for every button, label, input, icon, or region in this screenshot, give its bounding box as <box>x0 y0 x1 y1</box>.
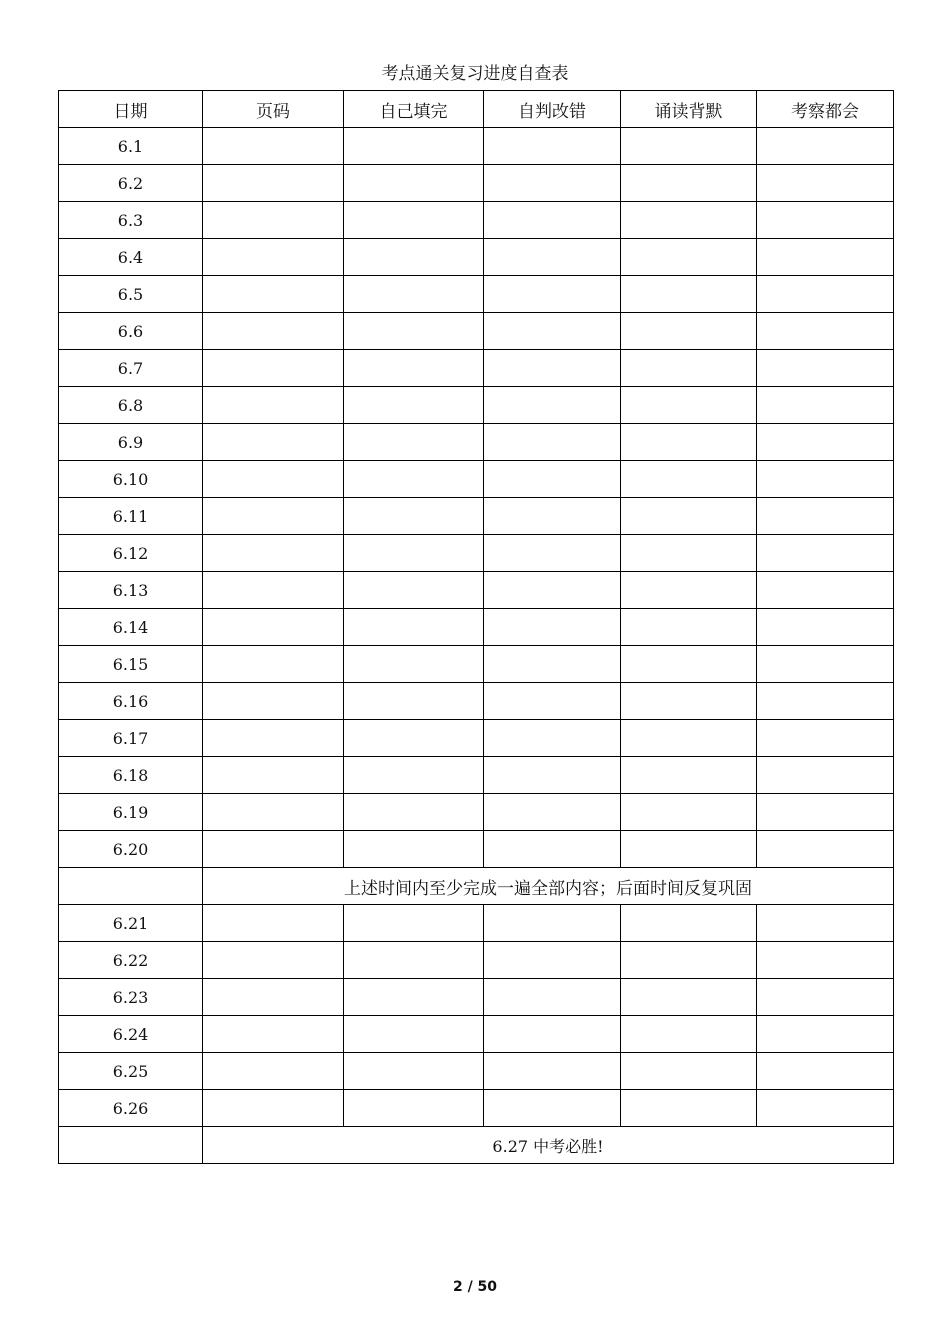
entry-cell[interactable] <box>484 498 621 535</box>
entry-cell[interactable] <box>621 350 757 387</box>
entry-cell[interactable] <box>344 387 484 424</box>
entry-cell[interactable] <box>344 1090 484 1127</box>
entry-cell[interactable] <box>344 313 484 350</box>
entry-cell[interactable] <box>344 757 484 794</box>
date-cell: 6.22 <box>59 942 203 979</box>
date-cell: 6.10 <box>59 461 203 498</box>
entry-cell[interactable] <box>203 609 344 646</box>
entry-cell[interactable] <box>484 239 621 276</box>
table-row <box>59 424 894 461</box>
entry-cell[interactable] <box>344 979 484 1016</box>
header-cell: 自判改错 <box>484 91 621 128</box>
entry-cell[interactable] <box>203 683 344 720</box>
entry-cell[interactable] <box>344 831 484 868</box>
date-cell: 6.5 <box>59 276 203 313</box>
page-title: 考点通关复习进度自查表 <box>381 64 569 84</box>
entry-cell[interactable] <box>203 979 344 1016</box>
entry-cell[interactable] <box>344 646 484 683</box>
entry-cell[interactable] <box>757 498 894 535</box>
date-cell: 6.16 <box>59 683 203 720</box>
table-row <box>59 239 894 276</box>
entry-cell[interactable] <box>344 128 484 165</box>
date-cell: 6.1 <box>59 128 203 165</box>
table-row <box>59 720 894 757</box>
table-row <box>59 461 894 498</box>
entry-cell[interactable] <box>344 202 484 239</box>
date-cell: 6.13 <box>59 572 203 609</box>
date-cell: 6.25 <box>59 1053 203 1090</box>
entry-cell[interactable] <box>621 461 757 498</box>
entry-cell[interactable] <box>757 313 894 350</box>
schedule-part-2 <box>59 905 894 1127</box>
entry-cell[interactable] <box>344 350 484 387</box>
page-number: 2 / 50 <box>452 1279 498 1295</box>
final-row <box>59 1127 894 1164</box>
table-row <box>59 1016 894 1053</box>
entry-cell[interactable] <box>484 1090 621 1127</box>
entry-cell[interactable] <box>621 313 757 350</box>
entry-cell[interactable] <box>621 942 757 979</box>
entry-cell[interactable] <box>203 572 344 609</box>
table-row <box>59 609 894 646</box>
entry-cell[interactable] <box>203 720 344 757</box>
entry-cell[interactable] <box>203 1053 344 1090</box>
entry-cell[interactable] <box>621 1090 757 1127</box>
entry-cell[interactable] <box>484 979 621 1016</box>
note-row <box>59 868 894 905</box>
entry-cell[interactable] <box>203 313 344 350</box>
date-cell: 6.6 <box>59 313 203 350</box>
table-row <box>59 757 894 794</box>
entry-cell[interactable] <box>621 276 757 313</box>
entry-cell[interactable] <box>484 905 621 942</box>
entry-cell[interactable] <box>484 720 621 757</box>
note-empty-cell <box>59 868 203 905</box>
entry-cell[interactable] <box>484 831 621 868</box>
entry-cell[interactable] <box>203 202 344 239</box>
entry-cell[interactable] <box>203 1090 344 1127</box>
entry-cell[interactable] <box>757 424 894 461</box>
header-cell: 页码 <box>203 91 344 128</box>
entry-cell[interactable] <box>484 165 621 202</box>
table-row <box>59 387 894 424</box>
entry-cell[interactable] <box>344 720 484 757</box>
schedule-part-1 <box>59 128 894 868</box>
entry-cell[interactable] <box>757 720 894 757</box>
entry-cell[interactable] <box>621 794 757 831</box>
entry-cell[interactable] <box>344 1053 484 1090</box>
entry-cell[interactable] <box>344 572 484 609</box>
entry-cell[interactable] <box>621 905 757 942</box>
table-row <box>59 276 894 313</box>
entry-cell[interactable] <box>621 387 757 424</box>
table-row <box>59 535 894 572</box>
entry-cell[interactable] <box>344 239 484 276</box>
entry-cell[interactable] <box>344 905 484 942</box>
table-row <box>59 350 894 387</box>
table-row <box>59 646 894 683</box>
entry-cell[interactable] <box>203 239 344 276</box>
entry-cell[interactable] <box>757 609 894 646</box>
entry-cell[interactable] <box>757 757 894 794</box>
entry-cell[interactable] <box>757 461 894 498</box>
entry-cell[interactable] <box>621 683 757 720</box>
table-row <box>59 202 894 239</box>
entry-cell[interactable] <box>484 683 621 720</box>
table-row <box>59 683 894 720</box>
final-section <box>59 1127 894 1164</box>
date-cell: 6.15 <box>59 646 203 683</box>
note-text: 上述时间内至少完成一遍全部内容；后面时间反复巩固 <box>203 868 894 905</box>
entry-cell[interactable] <box>621 424 757 461</box>
entry-cell[interactable] <box>757 128 894 165</box>
date-cell: 6.17 <box>59 720 203 757</box>
entry-cell[interactable] <box>757 165 894 202</box>
entry-cell[interactable] <box>203 276 344 313</box>
date-cell: 6.14 <box>59 609 203 646</box>
entry-cell[interactable] <box>344 1016 484 1053</box>
entry-cell[interactable] <box>484 128 621 165</box>
table-row <box>59 498 894 535</box>
header-row <box>59 91 894 128</box>
header-cell: 考察都会 <box>757 91 894 128</box>
date-cell: 6.21 <box>59 905 203 942</box>
entry-cell[interactable] <box>757 1053 894 1090</box>
table-row <box>59 905 894 942</box>
entry-cell[interactable] <box>344 794 484 831</box>
entry-cell[interactable] <box>484 1016 621 1053</box>
entry-cell[interactable] <box>621 1053 757 1090</box>
date-cell: 6.18 <box>59 757 203 794</box>
table-row <box>59 313 894 350</box>
entry-cell[interactable] <box>344 535 484 572</box>
entry-cell[interactable] <box>621 535 757 572</box>
entry-cell[interactable] <box>757 387 894 424</box>
entry-cell[interactable] <box>484 350 621 387</box>
date-cell: 6.26 <box>59 1090 203 1127</box>
final-text: 6.27 中考必胜! <box>203 1127 894 1164</box>
entry-cell[interactable] <box>484 461 621 498</box>
entry-cell[interactable] <box>203 1016 344 1053</box>
table-row <box>59 1090 894 1127</box>
entry-cell[interactable] <box>621 609 757 646</box>
entry-cell[interactable] <box>203 350 344 387</box>
entry-cell[interactable] <box>484 535 621 572</box>
entry-cell[interactable] <box>484 794 621 831</box>
entry-cell[interactable] <box>621 128 757 165</box>
entry-cell[interactable] <box>484 609 621 646</box>
entry-cell[interactable] <box>203 165 344 202</box>
table-row <box>59 831 894 868</box>
entry-cell[interactable] <box>621 498 757 535</box>
entry-cell[interactable] <box>344 683 484 720</box>
header-cell: 诵读背默 <box>621 91 757 128</box>
entry-cell[interactable] <box>621 202 757 239</box>
date-cell: 6.24 <box>59 1016 203 1053</box>
entry-cell[interactable] <box>203 646 344 683</box>
header-cell: 日期 <box>59 91 203 128</box>
entry-cell[interactable] <box>344 276 484 313</box>
table-row <box>59 979 894 1016</box>
entry-cell[interactable] <box>757 535 894 572</box>
table-row <box>59 942 894 979</box>
table-row <box>59 128 894 165</box>
entry-cell[interactable] <box>203 424 344 461</box>
entry-cell[interactable] <box>484 1053 621 1090</box>
entry-cell[interactable] <box>621 646 757 683</box>
entry-cell[interactable] <box>621 572 757 609</box>
entry-cell[interactable] <box>484 572 621 609</box>
final-empty-cell <box>59 1127 203 1164</box>
entry-cell[interactable] <box>344 609 484 646</box>
entry-cell[interactable] <box>621 239 757 276</box>
entry-cell[interactable] <box>621 165 757 202</box>
entry-cell[interactable] <box>203 831 344 868</box>
entry-cell[interactable] <box>757 1090 894 1127</box>
entry-cell[interactable] <box>203 128 344 165</box>
date-cell: 6.4 <box>59 239 203 276</box>
entry-cell[interactable] <box>344 165 484 202</box>
entry-cell[interactable] <box>621 720 757 757</box>
entry-cell[interactable] <box>484 313 621 350</box>
entry-cell[interactable] <box>484 646 621 683</box>
entry-cell[interactable] <box>344 942 484 979</box>
entry-cell[interactable] <box>203 535 344 572</box>
entry-cell[interactable] <box>621 979 757 1016</box>
entry-cell[interactable] <box>203 905 344 942</box>
progress-table <box>58 90 894 1164</box>
entry-cell[interactable] <box>484 202 621 239</box>
date-cell: 6.12 <box>59 535 203 572</box>
header-cell: 自己填完 <box>344 91 484 128</box>
entry-cell[interactable] <box>621 757 757 794</box>
entry-cell[interactable] <box>203 794 344 831</box>
entry-cell[interactable] <box>757 942 894 979</box>
entry-cell[interactable] <box>621 831 757 868</box>
entry-cell[interactable] <box>757 794 894 831</box>
date-cell: 6.9 <box>59 424 203 461</box>
entry-cell[interactable] <box>344 461 484 498</box>
date-cell: 6.8 <box>59 387 203 424</box>
entry-cell[interactable] <box>484 276 621 313</box>
entry-cell[interactable] <box>757 239 894 276</box>
entry-cell[interactable] <box>757 831 894 868</box>
entry-cell[interactable] <box>484 424 621 461</box>
date-cell: 6.11 <box>59 498 203 535</box>
note-section <box>59 868 894 905</box>
entry-cell[interactable] <box>484 387 621 424</box>
table-row <box>59 1053 894 1090</box>
entry-cell[interactable] <box>757 979 894 1016</box>
table-row <box>59 572 894 609</box>
entry-cell[interactable] <box>203 498 344 535</box>
entry-cell[interactable] <box>621 1016 757 1053</box>
date-cell: 6.20 <box>59 831 203 868</box>
entry-cell[interactable] <box>203 387 344 424</box>
entry-cell[interactable] <box>757 1016 894 1053</box>
table-row <box>59 794 894 831</box>
entry-cell[interactable] <box>757 905 894 942</box>
entry-cell[interactable] <box>203 942 344 979</box>
table-row <box>59 165 894 202</box>
date-cell: 6.23 <box>59 979 203 1016</box>
date-cell: 6.2 <box>59 165 203 202</box>
entry-cell[interactable] <box>203 461 344 498</box>
entry-cell[interactable] <box>203 757 344 794</box>
entry-cell[interactable] <box>757 202 894 239</box>
entry-cell[interactable] <box>484 942 621 979</box>
date-cell: 6.3 <box>59 202 203 239</box>
date-cell: 6.7 <box>59 350 203 387</box>
date-cell: 6.19 <box>59 794 203 831</box>
entry-cell[interactable] <box>757 276 894 313</box>
entry-cell[interactable] <box>757 646 894 683</box>
entry-cell[interactable] <box>344 498 484 535</box>
entry-cell[interactable] <box>757 572 894 609</box>
entry-cell[interactable] <box>484 757 621 794</box>
entry-cell[interactable] <box>757 683 894 720</box>
entry-cell[interactable] <box>757 350 894 387</box>
entry-cell[interactable] <box>344 424 484 461</box>
